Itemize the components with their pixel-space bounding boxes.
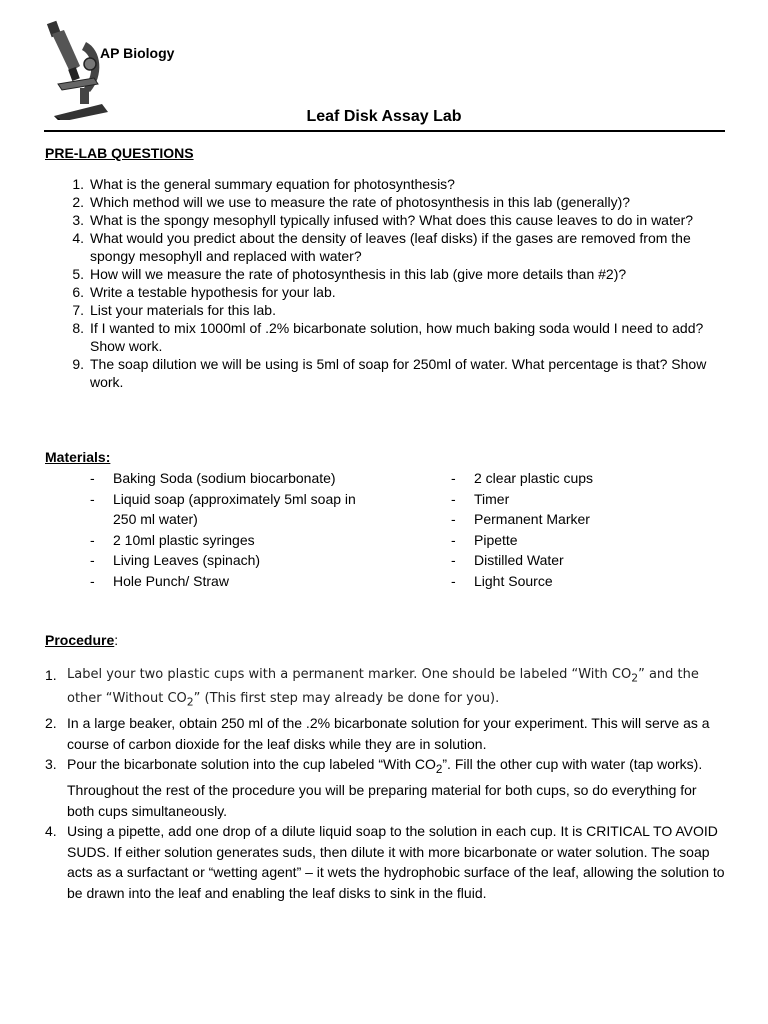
question-text: Write a testable hypothesis for your lab. xyxy=(90,284,336,300)
procedure-heading xyxy=(45,632,118,648)
materials-list-left xyxy=(90,468,380,591)
material-text: Light Source xyxy=(474,572,553,589)
bullet: - xyxy=(90,572,95,589)
materials-heading: Materials: xyxy=(45,449,111,465)
bullet: - xyxy=(451,470,456,486)
step-number: 4. xyxy=(45,823,57,840)
prelab-question-list xyxy=(45,175,725,391)
step-text-part: ” (This first step may already be done for you). xyxy=(193,691,500,707)
list-item xyxy=(45,301,725,319)
bullet: - xyxy=(90,470,95,486)
question-text: List your materials for this lab. xyxy=(90,302,276,318)
list-item xyxy=(451,530,731,551)
list-item xyxy=(45,713,725,754)
question-text: What would you predict about the density of leaves (leaf disks) if the gases are removed from the spongy mesophyll and replaced with water? xyxy=(90,230,691,264)
material-text: Distilled Water xyxy=(474,552,564,568)
bullet: - xyxy=(90,552,95,568)
question-text: What is the spongy mesophyll typically infused with? What does this cause leaves to do in water? xyxy=(90,212,694,228)
title-divider xyxy=(44,130,725,132)
bullet: - xyxy=(90,531,95,548)
step-text-part: Label your two plastic cups with a permanent marker. One should be labeled “With CO xyxy=(67,667,632,682)
list-item xyxy=(451,571,731,592)
bullet: - xyxy=(451,531,456,548)
question-number: 3. xyxy=(72,212,84,228)
list-item xyxy=(45,193,725,211)
question-number: 4. xyxy=(72,230,84,246)
step-number: 3. xyxy=(45,756,57,773)
material-text: Permanent Marker xyxy=(474,511,590,527)
list-item xyxy=(45,319,725,355)
question-number: 8. xyxy=(72,320,84,336)
question-number: 2. xyxy=(72,194,84,210)
procedure-heading-colon: : xyxy=(114,632,119,648)
question-number: 6. xyxy=(72,284,84,300)
step-text-part: Pour the bicarbonate solution into the cup labeled “With CO xyxy=(67,756,436,773)
step-text: Using a pipette, add one drop of a dilute liquid soap to the solution in each cup. It is CRITICAL TO AVOID SUDS. If either solution generates suds, then dilute it with more bicarbonate or water solution. The soap acts as a surfactant or “wetting agent” – it wets the hydrophobic surface of the leaf, allowing the solution to be drawn into the leaf and enabling the leaf disks to sink in the fluid. xyxy=(67,823,725,901)
step-text-part: ”. Fill the other cup with water (tap works). Throughout the rest of the procedure you will be preparing material for both cups, so do everything for both cups simultaneously. xyxy=(67,756,703,819)
bullet: - xyxy=(451,490,456,507)
material-text: Living Leaves (spinach) xyxy=(113,552,261,568)
question-number: 5. xyxy=(72,266,84,282)
question-text: If I wanted to mix 1000ml of .2% bicarbonate solution, how much baking soda would I need to add? Show work. xyxy=(90,320,704,354)
material-text: 2 10ml plastic syringes xyxy=(113,531,255,548)
list-item xyxy=(45,175,725,193)
list-item xyxy=(451,509,731,530)
prelab-heading: PRE-LAB QUESTIONS xyxy=(45,145,194,161)
procedure-heading-text: Procedure xyxy=(45,632,115,648)
bullet: - xyxy=(451,552,456,568)
microscope-icon xyxy=(40,20,112,120)
material-text: Liquid soap (approximately 5ml soap in 250 ml water) xyxy=(113,490,356,527)
list-item xyxy=(451,489,731,510)
list-item xyxy=(90,468,380,489)
material-text: Hole Punch/ Straw xyxy=(113,572,229,589)
step-text-part: ” and the other “Without CO xyxy=(67,667,699,707)
question-text: Which method will we use to measure the rate of photosynthesis in this lab (generally)? xyxy=(90,194,631,210)
bullet: - xyxy=(90,490,95,507)
question-number: 9. xyxy=(72,356,84,372)
list-item xyxy=(451,550,731,571)
list-item xyxy=(90,489,380,530)
list-item xyxy=(45,229,725,265)
subscript: 2 xyxy=(186,695,194,709)
step-text xyxy=(67,754,725,821)
course-name: AP Biology xyxy=(100,45,175,61)
subscript: 2 xyxy=(435,762,443,776)
list-item xyxy=(90,530,380,551)
question-text: How will we measure the rate of photosynthesis in this lab (give more details than #2)? xyxy=(90,266,627,282)
step-text xyxy=(67,665,725,713)
material-text: 2 clear plastic cups xyxy=(474,470,594,486)
procedure-step-list xyxy=(45,665,725,903)
list-item xyxy=(90,571,380,592)
list-item xyxy=(45,265,725,283)
material-text: Pipette xyxy=(474,531,518,548)
list-item xyxy=(45,211,725,229)
subscript: 2 xyxy=(631,671,639,685)
bullet: - xyxy=(451,572,456,589)
material-text: Baking Soda (sodium biocarbonate) xyxy=(113,470,336,486)
question-number: 7. xyxy=(72,302,84,318)
question-number: 1. xyxy=(72,176,84,192)
materials-list-right xyxy=(451,468,731,591)
list-item xyxy=(45,821,725,903)
list-item xyxy=(45,283,725,301)
material-text: Timer xyxy=(474,490,510,507)
step-number: 1. xyxy=(45,667,57,683)
list-item xyxy=(45,665,725,713)
step-text: In a large beaker, obtain 250 ml of the .2% bicarbonate solution for your experiment. This will serve as a course of carbon dioxide for the leaf disks while they are in solution. xyxy=(67,715,710,752)
list-item xyxy=(45,754,725,821)
list-item xyxy=(90,550,380,571)
bullet: - xyxy=(451,511,456,527)
list-item xyxy=(45,355,725,391)
step-number: 2. xyxy=(45,715,57,732)
list-item xyxy=(451,468,731,489)
page-title: Leaf Disk Assay Lab xyxy=(306,108,462,125)
question-text: The soap dilution we will be using is 5ml of soap for 250ml of water. What percentage is that? Show work. xyxy=(90,356,707,390)
question-text: What is the general summary equation for photosynthesis? xyxy=(90,176,455,192)
